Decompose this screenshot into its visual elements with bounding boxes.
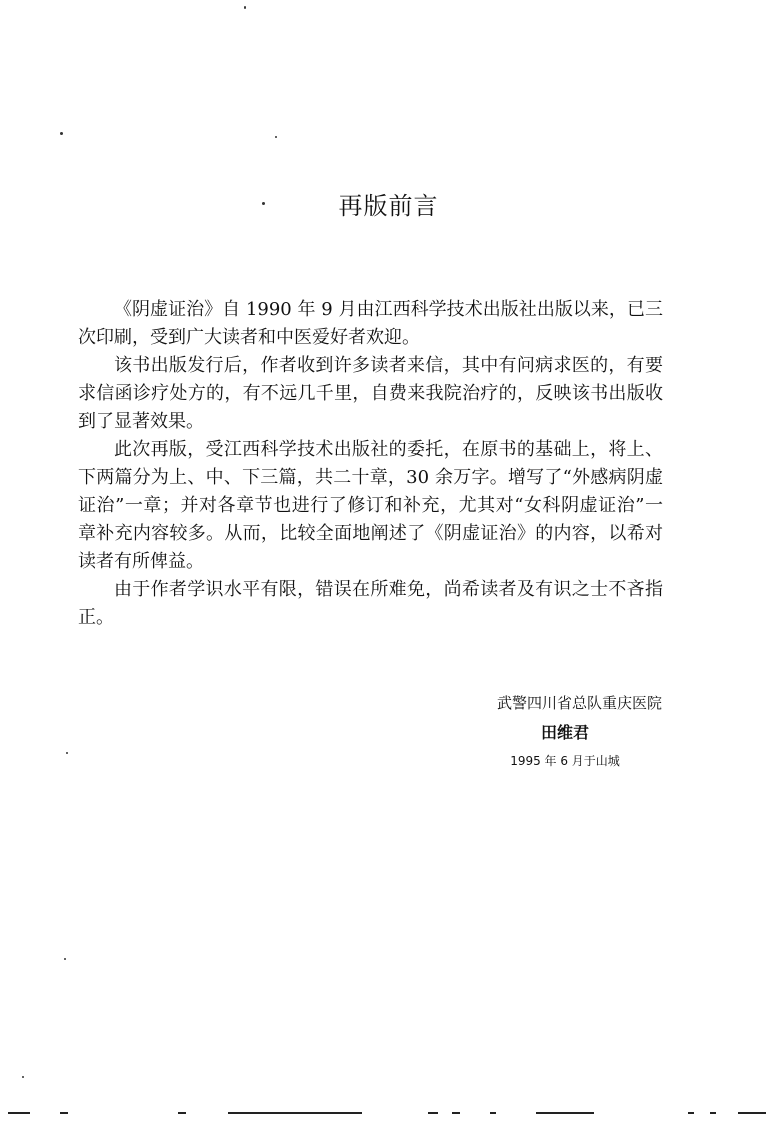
- scan-speck: [275, 136, 277, 138]
- scan-line: [738, 1112, 766, 1114]
- signature-date: 1995 年 6 月于山城: [510, 754, 620, 768]
- scan-line: [490, 1112, 496, 1114]
- paragraph: 《阴虚证治》自 1990 年 9 月由江西科学技术出版社出版以来，已三次印刷，受到广大读者和中医爱好者欢迎。: [78, 299, 663, 348]
- paragraph: 该书出版发行后，作者收到许多读者来信，其中有问病求医的，有要求信函诊疗处方的，有不远几千里，自费来我院治疗的，反映该书出版收到了显著效果。: [78, 355, 663, 432]
- paragraph: 由于作者学识水平有限，错误在所难免，尚希读者及有识之士不吝指正。: [78, 579, 663, 628]
- signature-author: 田维君: [540, 723, 589, 742]
- scan-line: [428, 1112, 438, 1114]
- scan-speck: [64, 958, 66, 960]
- scan-line: [178, 1112, 186, 1114]
- preface-body: [78, 296, 663, 632]
- scan-line: [688, 1112, 694, 1114]
- scan-line: [60, 1112, 68, 1114]
- scan-line: [710, 1112, 716, 1114]
- scan-speck: [66, 752, 68, 754]
- page-title: 再版前言: [338, 192, 439, 220]
- scan-line: [8, 1112, 30, 1114]
- scan-line: [536, 1112, 594, 1114]
- paragraph: 此次再版，受江西科学技术出版社的委托，在原书的基础上，将上、下两篇分为上、中、下三篇，共二十章，30 余万字。增写了“外感病阴虚证治”一章；并对各章节也进行了修订和补充，尤其对“女科阴虚证治”一章补充内容较多。从而，比较全面地阐述了《阴虚证治》的内容，以希对读者有所俾益。: [78, 439, 663, 572]
- scan-speck: [60, 132, 63, 135]
- scan-speck: [244, 6, 246, 9]
- signature-organization: 武警四川省总队重庆医院: [496, 694, 662, 712]
- scan-line: [228, 1112, 362, 1114]
- scan-line: [452, 1112, 460, 1114]
- scan-speck: [22, 1076, 24, 1078]
